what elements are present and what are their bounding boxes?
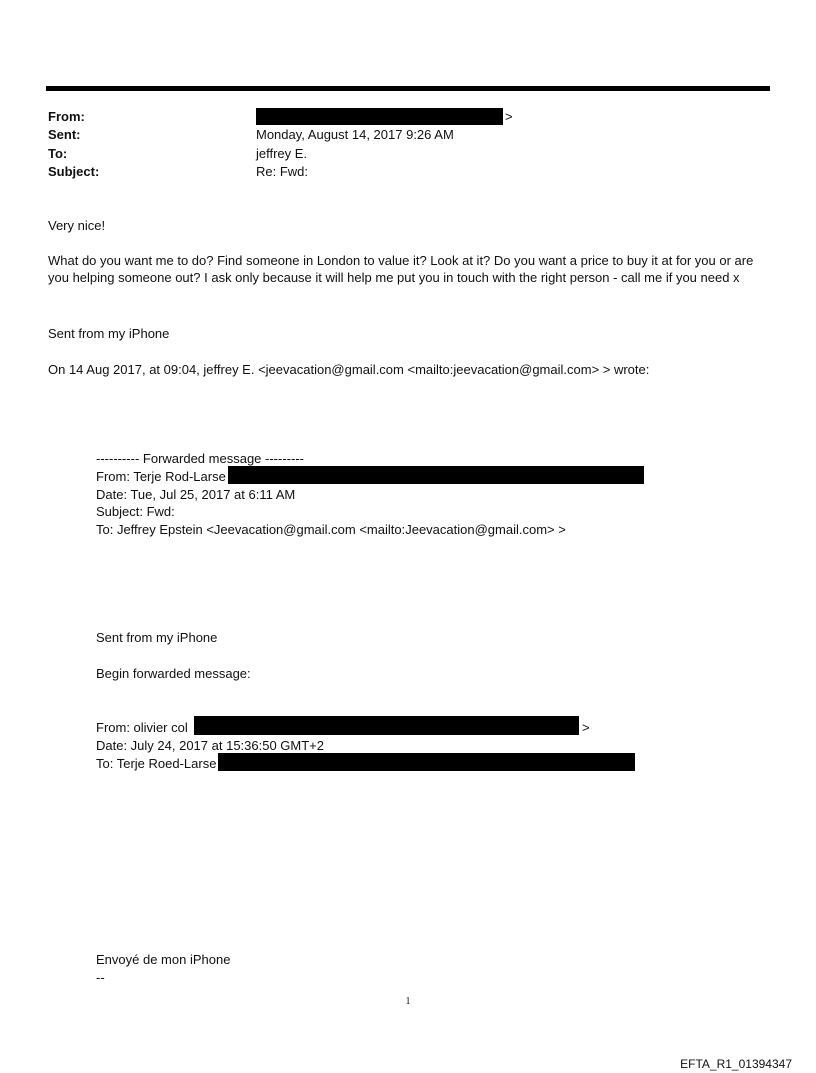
forwarded-signature: Sent from my iPhone [96, 630, 218, 645]
sent-value: Monday, August 14, 2017 9:26 AM [256, 127, 454, 142]
inner-signature: Envoyé de mon iPhone [96, 952, 231, 967]
begin-forwarded: Begin forwarded message: [96, 666, 251, 681]
to-label: To: [48, 146, 68, 161]
subject-value: Re: Fwd: [256, 164, 309, 179]
document-id: EFTA_R1_01394347 [680, 1057, 792, 1071]
forwarded-to: To: Jeffrey Epstein <Jeevacation@gmail.com <mailto:Jeevacation@gmail.com> > [96, 522, 566, 537]
inner-to-redaction [218, 753, 635, 771]
to-value: jeffrey E. [256, 146, 308, 161]
forwarded-date: Date: Tue, Jul 25, 2017 at 6:11 AM [96, 487, 296, 502]
from-suffix: > [505, 109, 513, 124]
from-label: From: [48, 109, 85, 124]
inner-dashes: -- [96, 970, 105, 985]
body-paragraph: What do you want me to do? Find someone in London to value it? Look at it? Do you want a price to buy it at for you or are you helping someone out? I ask only because it will help me put you in touch with the right person - call me if you need x [48, 253, 754, 285]
forwarded-from-redaction [228, 466, 644, 484]
forwarded-from: From: Terje Rod-Larse [96, 469, 226, 484]
inner-from: From: olivier col [96, 720, 188, 735]
inner-from-suffix: > [582, 720, 590, 735]
page-number: 1 [405, 996, 411, 1007]
from-redaction [256, 108, 503, 125]
forwarded-subject: Subject: Fwd: [96, 504, 175, 519]
inner-from-redaction [194, 716, 579, 735]
subject-label: Subject: [48, 164, 100, 179]
inner-to: To: Terje Roed-Larse [96, 756, 217, 771]
body-signature: Sent from my iPhone [48, 326, 170, 341]
forwarded-marker: ---------- Forwarded message --------- [96, 451, 304, 466]
greeting: Very nice! [48, 218, 106, 233]
inner-date: Date: July 24, 2017 at 15:36:50 GMT+2 [96, 738, 325, 753]
quote-intro: On 14 Aug 2017, at 09:04, jeffrey E. <jeevacation@gmail.com <mailto:jeevacation@gmail.com> > wrote: [48, 362, 650, 377]
header-rule [46, 86, 770, 91]
sent-label: Sent: [48, 127, 81, 142]
